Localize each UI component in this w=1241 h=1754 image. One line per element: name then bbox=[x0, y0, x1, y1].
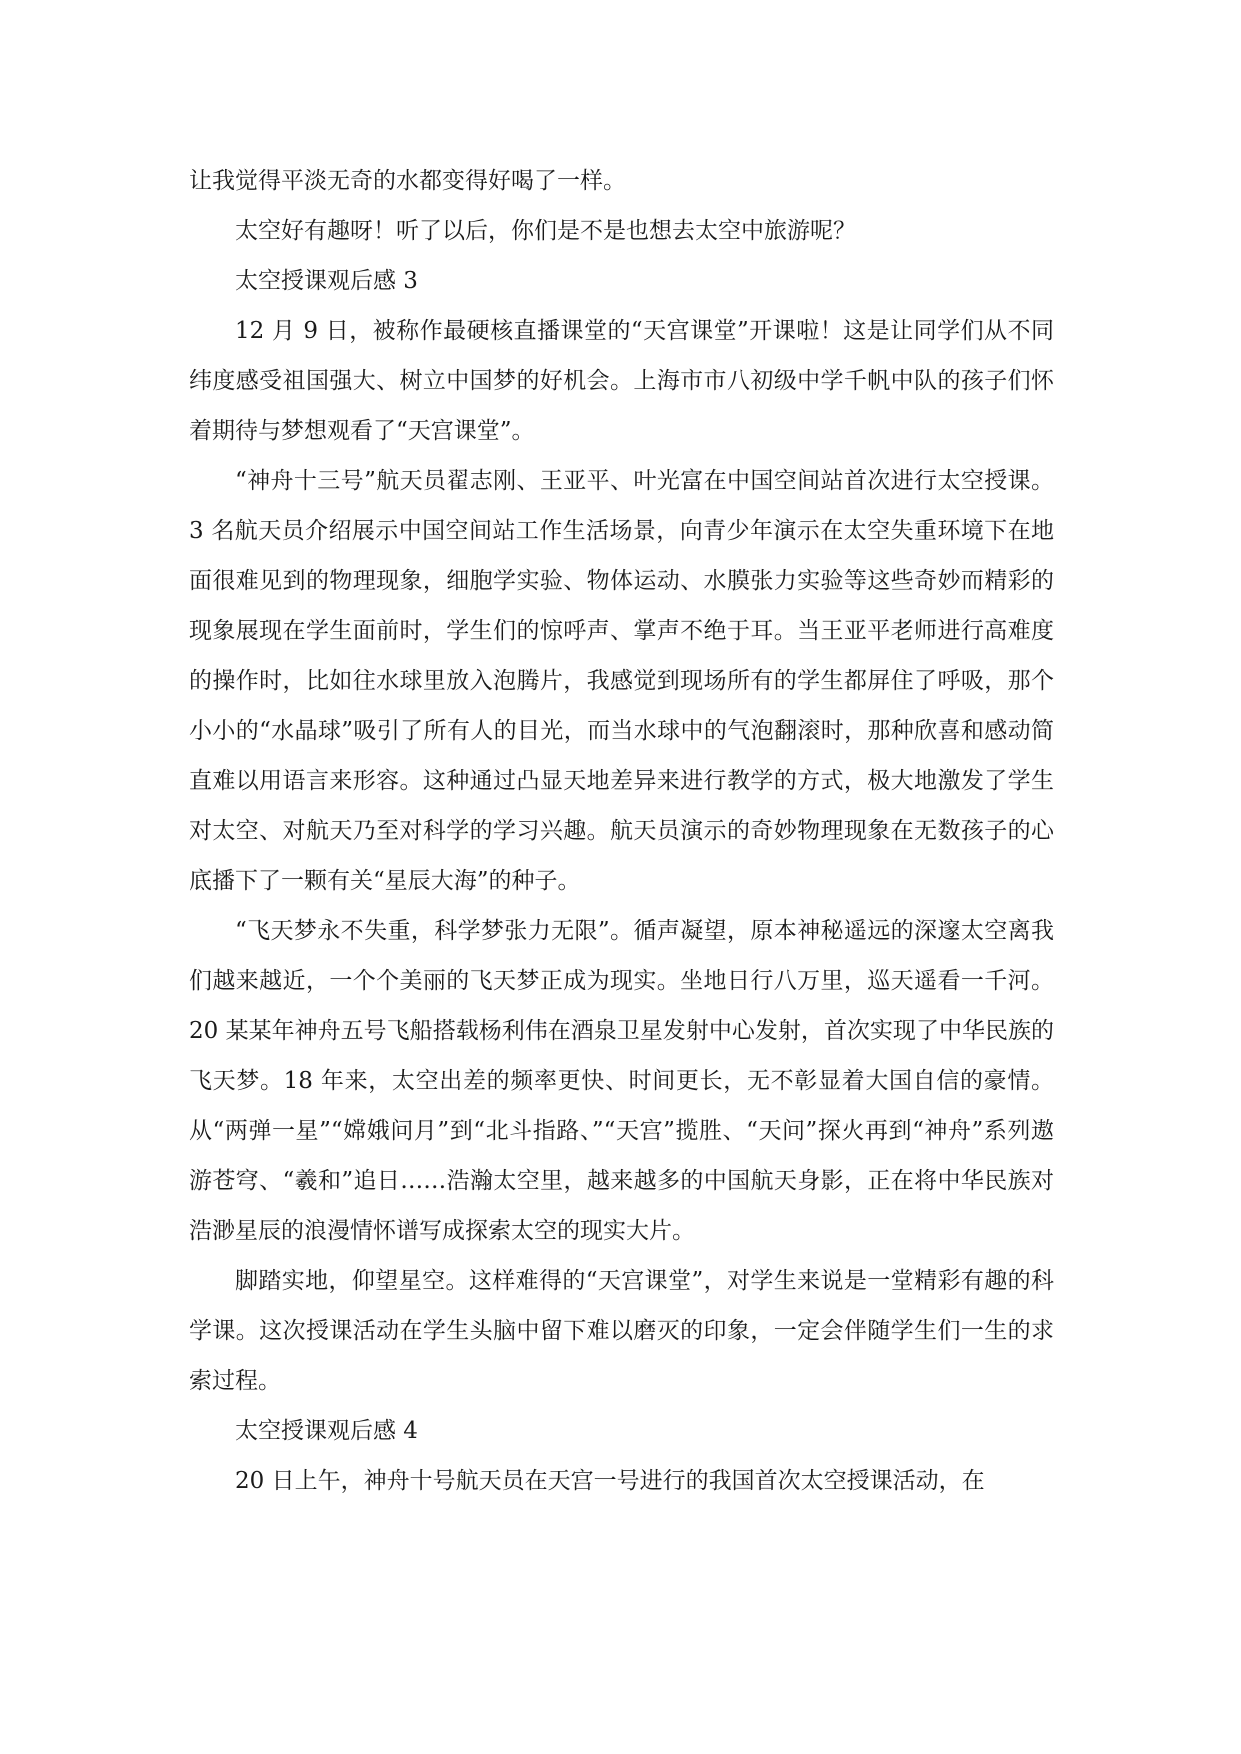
paragraph: 脚踏实地，仰望星空。这样难得的“天宫课堂”，对学生来说是一堂精彩有趣的科学课。这次授课活动在学生头脑中留下难以磨灭的印象，一定会伴随学生们一生的求索过程。 bbox=[189, 1268, 1054, 1394]
section-heading: 太空授课观后感 4 bbox=[235, 1418, 418, 1444]
section-heading: 太空授课观后感 3 bbox=[235, 268, 418, 294]
paragraph: 12 月 9 日，被称作最硬核直播课堂的“天宫课堂”开课啦！这是让同学们从不同纬度感受祖国强大、树立中国梦的好机会。上海市市八初级中学千帆中队的孩子们怀着期待与梦想观看了“天宫课堂”。 bbox=[189, 318, 1054, 444]
paragraph: “飞天梦永不失重，科学梦张力无限”。循声凝望，原本神秘遥远的深邃太空离我们越来越近，一个个美丽的飞天梦正成为现实。坐地日行八万里，巡天遥看一千河。20 某某年神舟五号飞船搭载杨利伟在酒泉卫星发射中心发射，首次实现了中华民族的飞天梦。18 年来，太空出差的频率更快、时间更长，无不彰显着大国自信的豪情。从“两弹一星”“嫦娥问月”到“北斗指路、”“天宫”揽胜、“天问”探火再到“神舟”系列遨游苍穹、“羲和”追日……浩瀚太空里，越来越多的中国航天身影，正在将中华民族对浩渺星辰的浪漫情怀谱写成探索太空的现实大片。 bbox=[189, 918, 1054, 1244]
paragraph: “神舟十三号”航天员翟志刚、王亚平、叶光富在中国空间站首次进行太空授课。3 名航天员介绍展示中国空间站工作生活场景，向青少年演示在太空失重环境下在地面很难见到的物理现象，细胞学实验、物体运动、水膜张力实验等这些奇妙而精彩的现象展现在学生面前时，学生们的惊呼声、掌声不绝于耳。当王亚平老师进行高难度的操作时，比如往水球里放入泡腾片，我感觉到现场所有的学生都屏住了呼吸，那个小小的“水晶球”吸引了所有人的目光，而当水球中的气泡翻滚时，那种欣喜和感动简直难以用语言来形容。这种通过凸显天地差异来进行教学的方式，极大地激发了学生对太空、对航天乃至对科学的学习兴趣。航天员演示的奇妙物理现象在无数孩子的心底播下了一颗有关“星辰大海”的种子。 bbox=[189, 468, 1054, 894]
paragraph: 20 日上午，神舟十号航天员在天宫一号进行的我国首次太空授课活动，在 bbox=[235, 1468, 985, 1494]
paragraph-continuation: 让我觉得平淡无奇的水都变得好喝了一样。 bbox=[189, 168, 626, 194]
paragraph: 太空好有趣呀！听了以后，你们是不是也想去太空中旅游呢？ bbox=[235, 218, 856, 244]
document-body bbox=[189, 156, 1054, 1506]
